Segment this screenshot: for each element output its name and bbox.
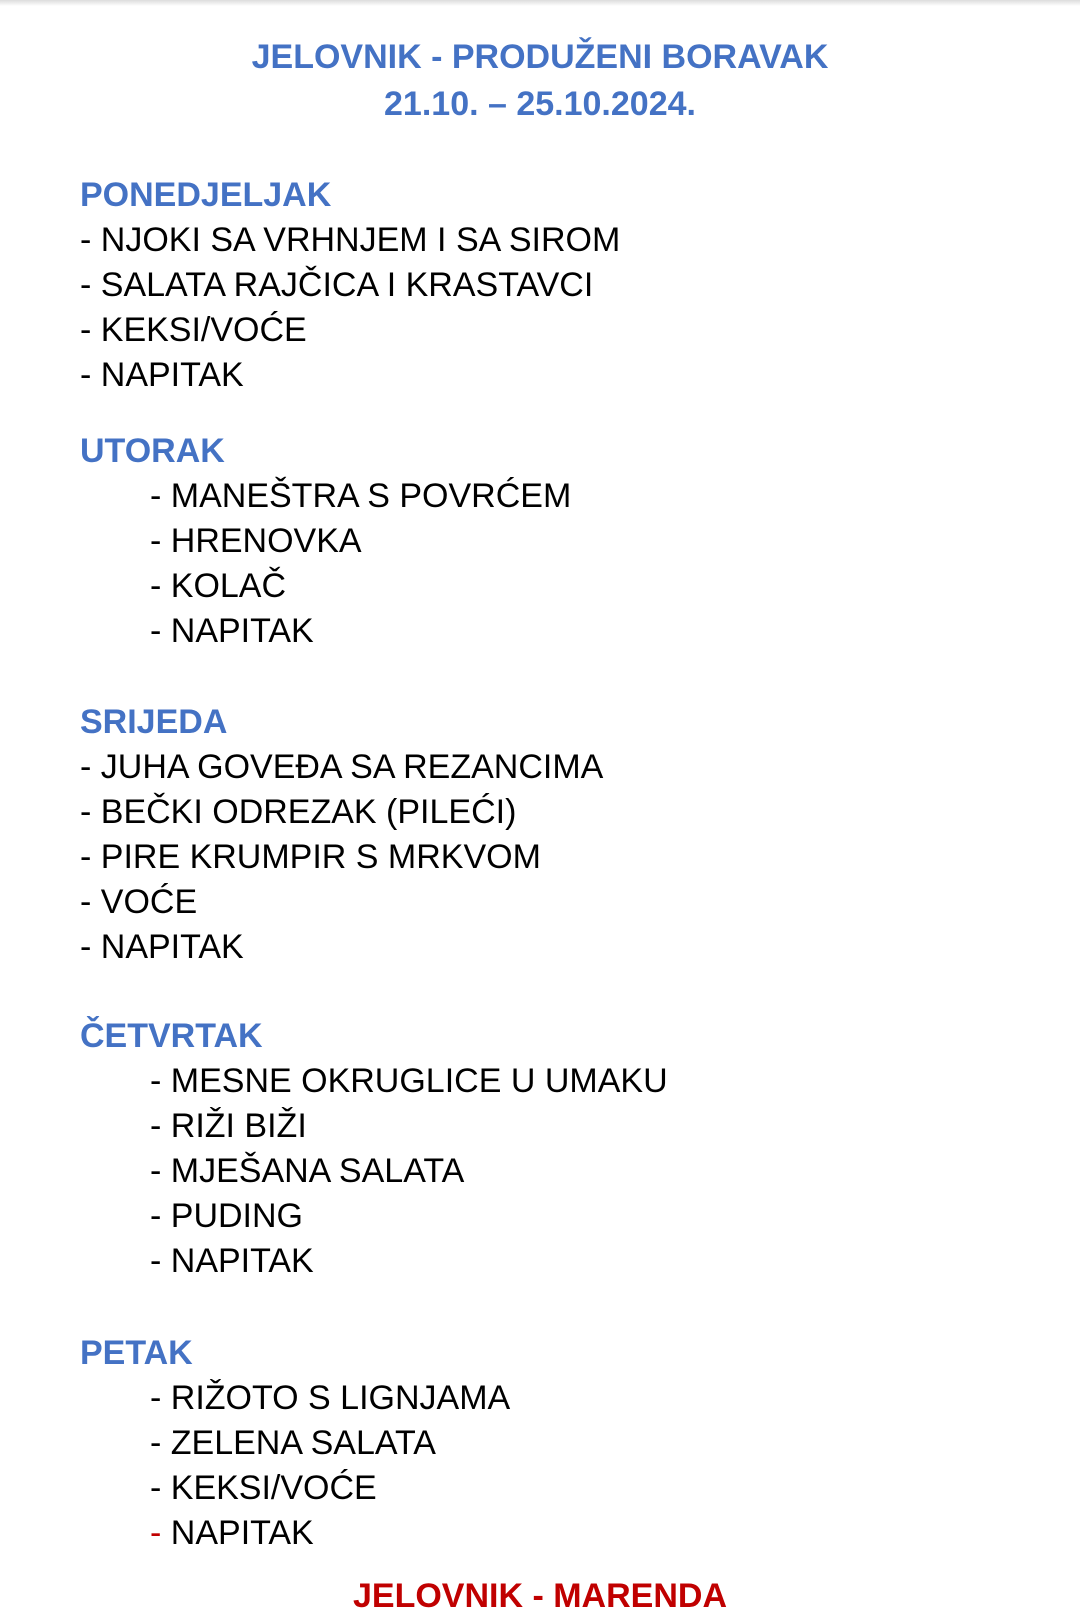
menu-item: - MJEŠANA SALATA — [150, 1152, 465, 1190]
menu-item: - NAPITAK — [80, 356, 244, 394]
menu-item: - RIŽI BIŽI — [150, 1107, 307, 1145]
menu-item: - SALATA RAJČICA I KRASTAVCI — [80, 266, 594, 304]
menu-list-wednesday — [80, 745, 603, 970]
menu-item: - KEKSI/VOĆE — [150, 1469, 377, 1507]
menu-item: - NAPITAK — [150, 612, 314, 650]
next-menu-title-partial: JELOVNIK - MARENDA — [352, 1577, 728, 1615]
menu-item: - JUHA GOVEĐA SA REZANCIMA — [80, 748, 604, 786]
menu-date-range: 21.10. – 25.10.2024. — [384, 85, 696, 123]
menu-item: - VOĆE — [80, 883, 198, 921]
menu-item: - PUDING — [150, 1197, 303, 1235]
menu-item: - MESNE OKRUGLICE U UMAKU — [150, 1062, 668, 1100]
menu-item: - HRENOVKA — [150, 522, 362, 560]
menu-item: - NAPITAK — [150, 1242, 314, 1280]
menu-item: - MANEŠTRA S POVRĆEM — [150, 477, 572, 515]
menu-item: - PIRE KRUMPIR S MRKVOM — [80, 838, 541, 876]
menu-item: - BEČKI ODREZAK (PILEĆI) — [80, 793, 517, 831]
menu-item: - NJOKI SA VRHNJEM I SA SIROM — [80, 221, 621, 259]
menu-list-monday — [80, 218, 620, 398]
red-dash: - — [150, 1514, 162, 1552]
menu-list-thursday — [150, 1059, 668, 1284]
menu-list-friday — [150, 1376, 510, 1556]
day-heading-tuesday: UTORAK — [80, 432, 225, 470]
day-heading-friday: PETAK — [80, 1334, 193, 1372]
menu-item: - NAPITAK — [80, 928, 244, 966]
menu-list-tuesday — [150, 474, 571, 654]
top-edge-shadow — [0, 0, 1080, 6]
menu-item: - RIŽOTO S LIGNJAMA — [150, 1379, 511, 1417]
menu-item: - KEKSI/VOĆE — [80, 311, 307, 349]
menu-title: JELOVNIK - PRODUŽENI BORAVAK — [251, 38, 829, 76]
menu-item — [150, 1511, 510, 1556]
day-heading-wednesday: SRIJEDA — [80, 703, 228, 741]
menu-item: - ZELENA SALATA — [150, 1424, 436, 1462]
menu-item-text: NAPITAK — [170, 1514, 314, 1552]
day-heading-thursday: ČETVRTAK — [80, 1017, 263, 1055]
menu-item: - KOLAČ — [150, 567, 287, 605]
day-heading-monday: PONEDJELJAK — [80, 176, 332, 214]
